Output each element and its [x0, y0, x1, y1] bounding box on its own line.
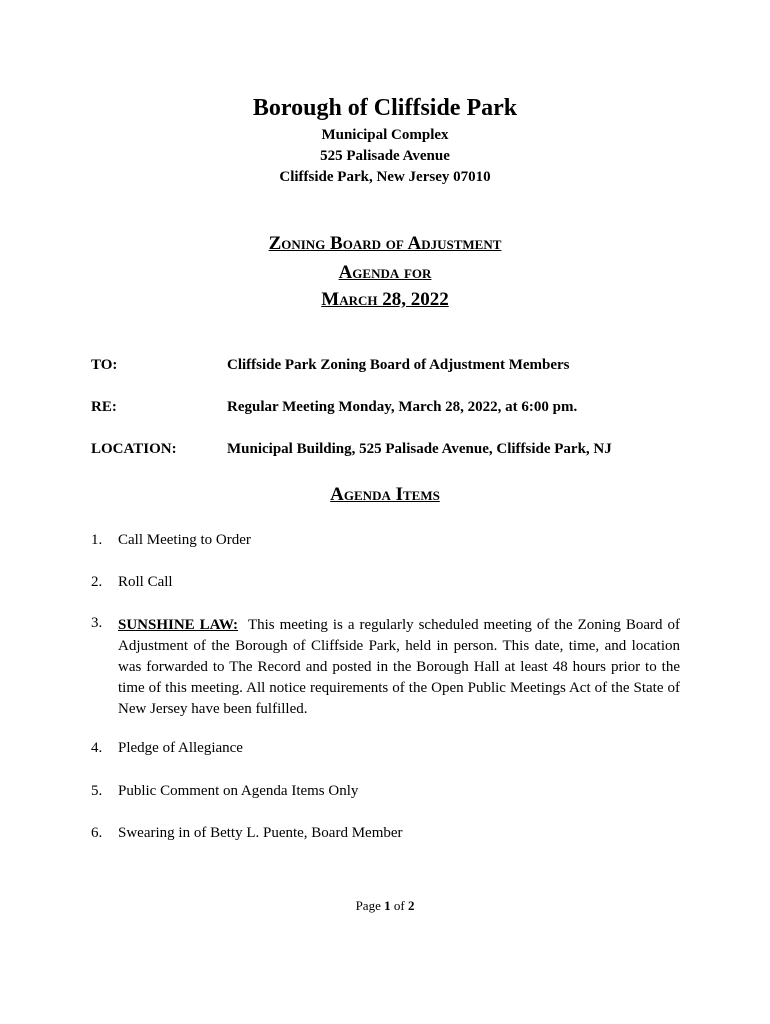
location-value: Municipal Building, 525 Palisade Avenue, Cliffside Park, NJ: [227, 441, 612, 457]
location-label: LOCATION:: [91, 441, 177, 457]
sunshine-law-lead: SUNSHINE LAW:: [118, 617, 239, 633]
re-label: RE:: [91, 399, 117, 415]
agenda-item-public-comment: Public Comment on Agenda Items Only: [118, 783, 359, 799]
page-word: Page: [355, 898, 381, 913]
page-footer: [0, 898, 770, 914]
agenda-item-roll-call: Roll Call: [118, 574, 173, 590]
agenda-item-number: 6.: [91, 825, 103, 841]
agenda-item-number: 3.: [91, 615, 103, 631]
of-word: of: [393, 898, 405, 913]
sunshine-law-text: This meeting is a regularly scheduled meeting of the Zoning Board of Adjustment of the Borough of Cliffside Park, held in person. This date, time, and location was forwarded to The Record and posted in the Borough Hall at least 48 hours prior to the time of this meeting. All notice requirements of the Open Public Meetings Act of the State of New Jersey have been fulfilled.: [118, 617, 680, 717]
agenda-for-heading: Agenda for: [338, 262, 432, 283]
agenda-item-number: 2.: [91, 574, 103, 590]
agenda-item-number: 5.: [91, 783, 103, 799]
address-line-1: Municipal Complex: [321, 127, 449, 143]
address-line-3: Cliffside Park, New Jersey 07010: [279, 169, 491, 185]
board-heading: Zoning Board of Adjustment: [268, 233, 502, 254]
agenda-item-call-to-order: Call Meeting to Order: [118, 532, 251, 548]
to-label: TO:: [91, 357, 118, 373]
agenda-item-swearing-in: Swearing in of Betty L. Puente, Board Member: [118, 825, 403, 841]
meeting-date-heading: March 28, 2022: [321, 289, 449, 310]
to-value: Cliffside Park Zoning Board of Adjustment Members: [227, 357, 570, 373]
page-total: 2: [407, 898, 415, 913]
page-title: Borough of Cliffside Park: [252, 95, 518, 121]
page-current: 1: [384, 898, 391, 913]
address-line-2: 525 Palisade Avenue: [320, 148, 450, 164]
agenda-item-sunshine-law: [118, 615, 680, 720]
agenda-item-number: 4.: [91, 740, 103, 756]
re-value: Regular Meeting Monday, March 28, 2022, at 6:00 pm.: [227, 399, 578, 415]
agenda-item-number: 1.: [91, 532, 103, 548]
agenda-item-pledge: Pledge of Allegiance: [118, 740, 243, 756]
agenda-items-heading: Agenda Items: [330, 484, 440, 505]
